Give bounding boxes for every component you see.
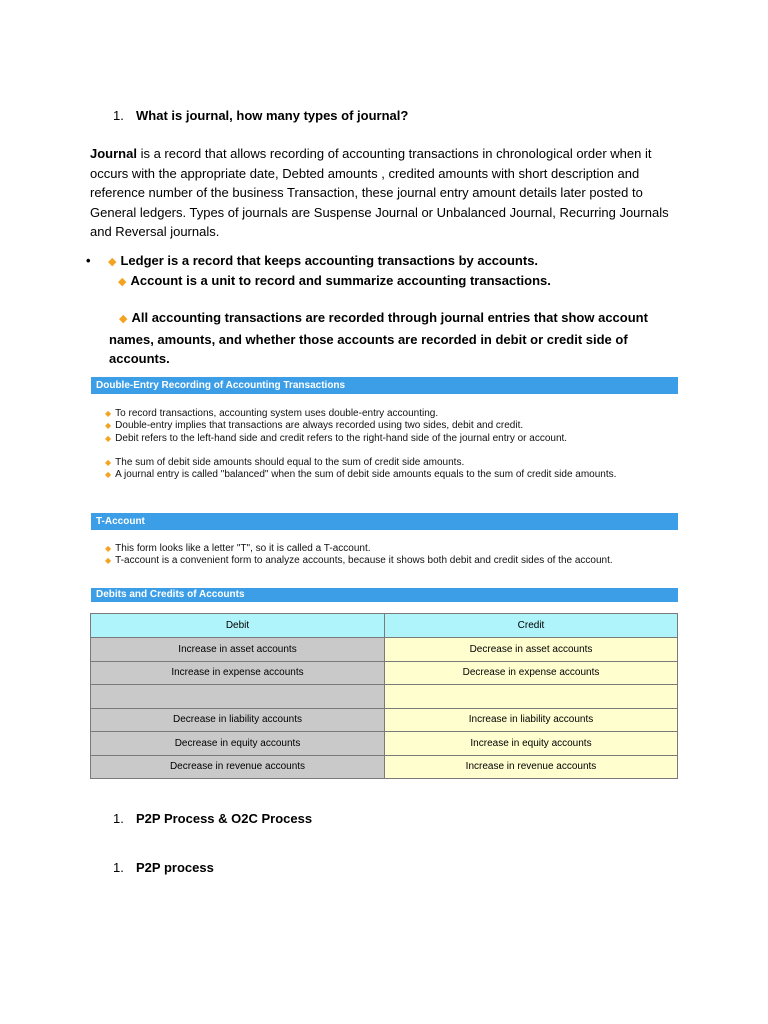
bullet-all-transactions bbox=[109, 308, 669, 369]
credit-cell: Increase in revenue accounts bbox=[385, 755, 678, 779]
credit-cell: Increase in equity accounts bbox=[385, 732, 678, 756]
debit-cell: Increase in expense accounts bbox=[91, 661, 385, 685]
orange-diamond-icon: ◆ bbox=[105, 458, 112, 467]
orange-diamond-icon: ◆ bbox=[105, 433, 112, 443]
list-item: ◆ Double-entry implies that transactions are always recorded using two sides, debit and credit. bbox=[105, 420, 524, 432]
double-entry-list-2 bbox=[105, 457, 680, 482]
orange-diamond-icon: ◆ bbox=[105, 470, 112, 480]
double-entry-list bbox=[105, 408, 680, 445]
list-number: 1. bbox=[113, 811, 124, 826]
debit-cell: Decrease in equity accounts bbox=[91, 732, 385, 756]
orange-diamond-icon: ◆ bbox=[119, 313, 128, 325]
list-number: 1. bbox=[113, 860, 124, 875]
credit-cell bbox=[385, 685, 678, 709]
bullet-ledger bbox=[108, 251, 538, 273]
list-item: ◆ The sum of debit side amounts should equal to the sum of credit side amounts. bbox=[105, 457, 465, 468]
bullet-account bbox=[118, 271, 551, 293]
orange-diamond-icon: ◆ bbox=[105, 409, 112, 418]
debit-cell: Increase in asset accounts bbox=[91, 638, 385, 662]
table-header-row bbox=[91, 614, 678, 638]
t-account-list bbox=[105, 543, 680, 568]
credit-cell: Decrease in asset accounts bbox=[385, 638, 678, 662]
debits-credits-table bbox=[90, 613, 678, 779]
question-heading-2 bbox=[113, 811, 312, 826]
table-row bbox=[91, 661, 678, 685]
question-text: P2P process bbox=[136, 860, 214, 875]
orange-diamond-icon: ◆ bbox=[118, 276, 127, 288]
orange-diamond-icon: ◆ bbox=[108, 256, 117, 268]
journal-term: Journal bbox=[90, 146, 137, 161]
bullet-account-text: Account is a unit to record and summarize accounting transactions. bbox=[130, 273, 551, 288]
table-row bbox=[91, 638, 678, 662]
double-entry-header: Double-Entry Recording of Accounting Transactions bbox=[91, 377, 678, 394]
list-item: ◆ A journal entry is called "balanced" when the sum of debit side amounts equals to the sum of credit side amounts. bbox=[105, 469, 617, 481]
debit-cell: Decrease in liability accounts bbox=[91, 708, 385, 732]
bullet-all-transactions-text: All accounting transactions are recorded through journal entries that show account names, amounts, and whether those accounts are recorded in debit or credit side of accounts. bbox=[109, 310, 648, 366]
t-account-header: T-Account bbox=[91, 513, 678, 530]
question-heading-3 bbox=[113, 860, 214, 875]
list-item: ◆ To record transactions, accounting system uses double-entry accounting. bbox=[105, 408, 439, 419]
credit-cell: Decrease in expense accounts bbox=[385, 661, 678, 685]
orange-diamond-icon: ◆ bbox=[105, 556, 112, 566]
credit-cell: Increase in liability accounts bbox=[385, 708, 678, 732]
debit-cell bbox=[91, 685, 385, 709]
bullet-dot: • bbox=[86, 253, 91, 268]
table-row bbox=[91, 708, 678, 732]
table-row bbox=[91, 732, 678, 756]
debits-credits-header: Debits and Credits of Accounts bbox=[91, 588, 678, 602]
bullet-ledger-text: Ledger is a record that keeps accounting transactions by accounts. bbox=[120, 253, 539, 268]
table-row bbox=[91, 755, 678, 779]
question-heading-1 bbox=[113, 108, 408, 123]
column-header-debit: Debit bbox=[91, 614, 385, 638]
journal-definition: is a record that allows recording of accounting transactions in chronological order when it occurs with the appropriate date, Debted amounts , credited amounts with short description and reference number of the business Transaction, these journal entry amount details later posted to General ledgers. Types of journals are Suspense Journal or Unbalanced Journal, Recurring Journals and Reversal journals. bbox=[90, 146, 669, 239]
debit-cell: Decrease in revenue accounts bbox=[91, 755, 385, 779]
question-text: P2P Process & O2C Process bbox=[136, 811, 313, 826]
list-number: 1. bbox=[113, 108, 124, 123]
list-item: ◆ T-account is a convenient form to analyze accounts, because it shows both debit and credit sides of the account. bbox=[105, 555, 613, 567]
table-row bbox=[91, 685, 678, 709]
question-text: What is journal, how many types of journal? bbox=[136, 108, 409, 123]
list-item: ◆ Debit refers to the left-hand side and credit refers to the right-hand side of the journal entry or account. bbox=[105, 432, 568, 444]
journal-paragraph bbox=[90, 144, 680, 242]
orange-diamond-icon: ◆ bbox=[105, 544, 112, 553]
list-item: ◆ This form looks like a letter "T", so it is called a T-account. bbox=[105, 543, 371, 554]
column-header-credit: Credit bbox=[385, 614, 678, 638]
orange-diamond-icon: ◆ bbox=[105, 421, 112, 431]
